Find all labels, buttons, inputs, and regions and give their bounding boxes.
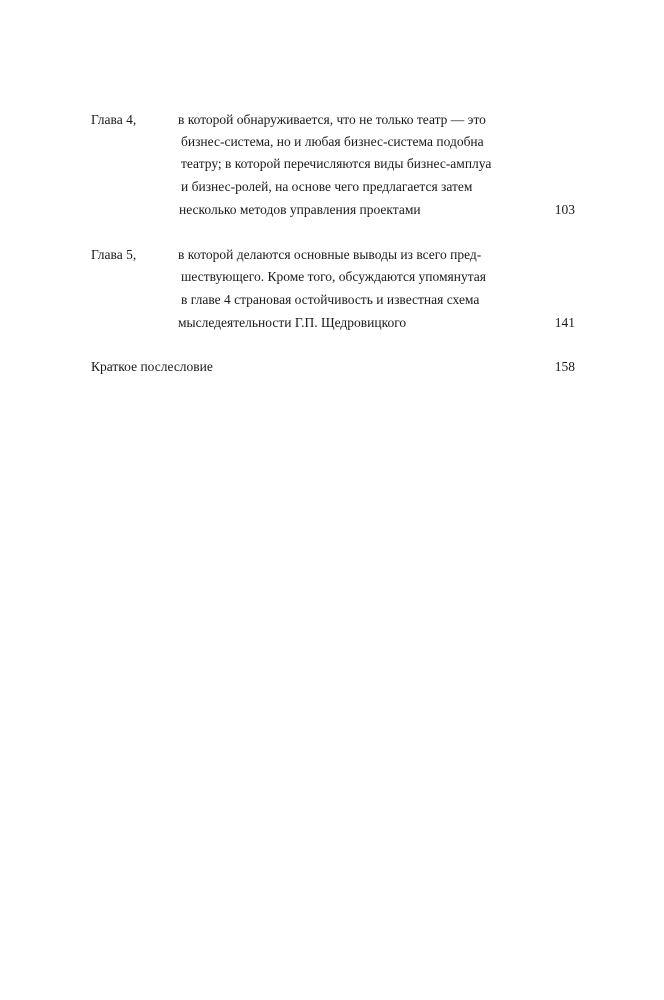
description-line: мыследеятельности Г.П. Щедровицкого xyxy=(178,315,407,330)
description-line: и бизнес-ролей, на основе чего предлагается затем xyxy=(181,179,473,194)
description-line: в главе 4 страновая остойчивость и известная схема xyxy=(181,292,480,307)
afterword-label: Краткое послесловие xyxy=(91,359,213,374)
toc-entry-chapter-4[interactable] xyxy=(91,112,575,222)
description-line: в которой делаются основные выводы из всего пред- xyxy=(178,247,482,262)
page-number: 158 xyxy=(554,359,575,374)
page-number: 141 xyxy=(554,315,575,330)
toc-entry-chapter-5[interactable] xyxy=(91,247,575,335)
description-line: шествующего. Кроме того, обсуждаются упомянутая xyxy=(181,269,486,284)
description-line: бизнес-система, но и любая бизнес-система подобна xyxy=(181,134,484,149)
description-line: в которой обнаруживается, что не только театр — это xyxy=(178,112,486,127)
toc-entry-afterword[interactable] xyxy=(91,359,575,379)
chapter-label: Глава 4, xyxy=(91,112,137,127)
page-number: 103 xyxy=(554,202,575,217)
description-line: несколько методов управления проектами xyxy=(179,202,421,217)
chapter-label: Глава 5, xyxy=(91,247,137,262)
description-line: театру; в которой перечисляются виды бизнес-амплуа xyxy=(181,156,492,171)
